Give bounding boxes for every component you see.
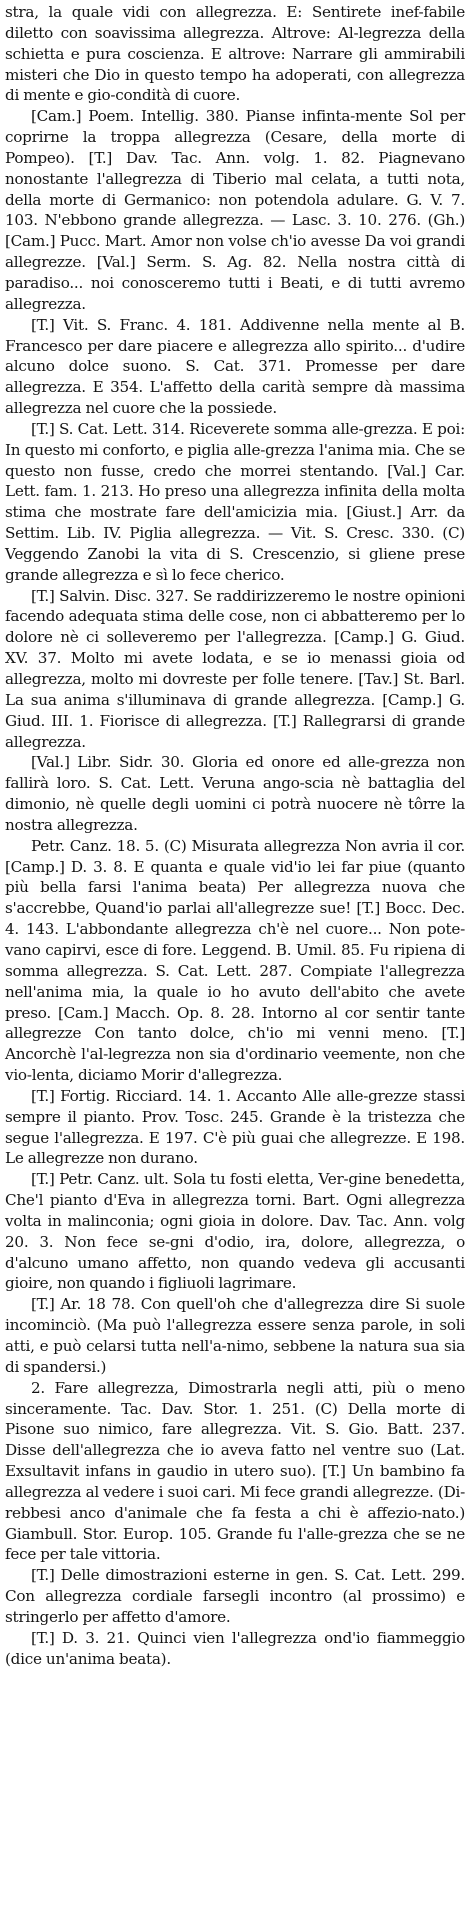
entry-paragraph-10: [T.] Ar. 18 78. Con quell'oh che d'allegrezza dire Si suole incominciò. (Ma può l'allegrezza essere senza parole, in soli atti, e può celarsi tutta nell'a-nimo, sebbene la natura sua sia di spandersi.) bbox=[5, 1295, 465, 1376]
entry-paragraph-8: [T.] Fortig. Ricciard. 14. 1. Accanto Alle alle-grezze stassi sempre il pianto. Prov. Tosc. 245. Grande è la tristezza che segue l'allegrezza. E 197. C'è più guai che allegrezze. E 198. Le allegrezze non durano. bbox=[5, 1086, 465, 1168]
entry-paragraph-2: [Cam.] Poem. Intellig. 380. Pianse infinta-mente Sol per coprirne la troppa allegrezza (Cesare, della morte di Pompeo). [T.] Dav. Tac. Ann. volg. 1. 82. Piagnevano nonostante l'allegrezza di Tiberio mal celata, a tutti nota, della morte di Germanico: non potendola adulare. G. V. 7. 103. N'ebbono grande allegrezza. — Lasc. 3. 10. 276. (Gh.) [Cam.] Pucc. Mart. Amor non volse ch'io avesse Da voi grandi allegrezze. [Val.] Serm. S. Ag. 82. Nella nostra città di paradiso... noi conosceremo tutti i Beati, e di tutti avremo allegrezza. bbox=[5, 107, 465, 313]
entry-paragraph-11: 2. Fare allegrezza, Dimostrarla negli atti, più o meno sinceramente. Tac. Dav. Stor. 1. 251. (C) Della morte di Pisone suo nimico, fare allegrezza. Vit. S. Gio. Batt. 237. Disse dell'allegrezza che io aveva fatto nel ventre suo (Lat. Exsultavit infans in gaudio in utero suo). [T.] Un bambino fa allegrezza al vedere i suoi cari. Mi fece grandi allegrezze. (Di-rebbesi anco d'animale che fa festa a chi è affezio-nato.) Giambull. Stor. Europ. 105. Grande fu l'alle-grezza che se ne fece per tale vittoria. bbox=[5, 1378, 465, 1564]
entry-paragraph-1: stra, la quale vidi con allegrezza. E: Sentirete inef-fabile diletto con soavissima allegrezza. Altrove: Al-legrezza della schietta e pura coscienza. E altrove: Narrare gli ammirabili misteri che Dio in questo tempo ha adoperati, con allegrezza di mente e gio-condità di cuore. bbox=[5, 3, 465, 105]
entry-paragraph-9: [T.] Petr. Canz. ult. Sola tu fosti eletta, Ver-gine benedetta, Che'l pianto d'Eva in allegrezza torni. Bart. Ogni allegrezza volta in malinconia; ogni gioia in dolore. Dav. Tac. Ann. volg 20. 3. Non fece se-gni d'odio, ira, dolore, allegrezza, o d'alcuno umano affetto, non quando vedeva gli accusanti gioire, non quando i figliuoli lagrimare. bbox=[5, 1170, 465, 1293]
entry-paragraph-7: Petr. Canz. 18. 5. (C) Misurata allegrezza Non avria il cor. [Camp.] D. 3. 8. E quanta e quale vid'io lei far piue (quanto più bella farsi l'anima beata) Per allegrezza nuova che s'accrebbe, Quand'io parlai all'allegrezze sue! [T.] Bocc. Dec. 4. 143. L'abbondante allegrezza ch'è nel cuore... Non pote-vano capirvi, esce di fore. Leggend. B. Umil. 85. Fu ripiena di somma allegrezza. S. Cat. Lett. 287. Compiate l'allegrezza nell'anima mia, la quale io ho avuto dell'abito che avete preso. [Cam.] Macch. Op. 8. 28. Intorno al cor sentir tante allegrezze Con tanto dolce, ch'io mi venni meno. [T.] Ancorchè l'al-legrezza non sia d'ordinario veemente, non che vio-lenta, diciamo Morir d'allegrezza. bbox=[5, 836, 465, 1085]
entry-paragraph-4: [T.] S. Cat. Lett. 314. Riceverete somma alle-grezza. E poi: In questo mi conforto, e piglia alle-grezza l'anima mia. Che se questo non fusse, credo che morrei stentando. [Val.] Car. Lett. fam. 1. 213. Ho preso una allegrezza infinita della molta stima che mostrate fare dell'amicizia mia. [Giust.] Arr. da Settim. Lib. IV. Piglia allegrezza. — Vit. S. Cresc. 330. (C) Veggendo Zanobi la vita di S. Crescenzio, si gliene prese grande allegrezza e sì lo fece cherico. bbox=[5, 419, 465, 584]
entry-paragraph-5: [T.] Salvin. Disc. 327. Se raddirizzeremo le nostre opinioni facendo adequata stima delle cose, non ci abbatteremo per lo dolore nè ci solleveremo per l'allegrezza. [Camp.] G. Giud. XV. 37. Molto mi avete lodata, e se io menassi gioia od allegrezza, molto mi dovreste per folle tenere. [Tav.] St. Barl. La sua anima s'illuminava di grande allegrezza. [Camp.] G. Giud. III. 1. Fiorisce di allegrezza. [T.] Rallegrarsi di grande allegrezza. bbox=[5, 586, 465, 751]
entry-paragraph-6: [Val.] Libr. Sidr. 30. Gloria ed onore ed alle-grezza non fallirà loro. S. Cat. Lett. Veruna ango-scia nè battaglia del dimonio, nè quelle degli uomini ci potrà nuocere nè tôrre la nostra allegrezza. bbox=[5, 753, 465, 834]
entry-paragraph-13: [T.] D. 3. 21. Quinci vien l'allegrezza ond'io fiammeggio (dice un'anima beata). bbox=[5, 1628, 465, 1668]
entry-paragraph-12: [T.] Delle dimostrazioni esterne in gen. S. Cat. Lett. 299. Con allegrezza cordiale farsegli incontro (al prossimo) e stringerlo per affetto d'amore. bbox=[5, 1566, 465, 1626]
entry-paragraph-3: [T.] Vit. S. Franc. 4. 181. Addivenne nella mente al B. Francesco per dare piacere e allegrezza allo spirito... d'udire alcuno dolce suono. S. Cat. 371. Promesse per dare allegrezza. E 354. L'affetto della carità sempre dà massima allegrezza nel cuore che la possiede. bbox=[5, 315, 465, 418]
